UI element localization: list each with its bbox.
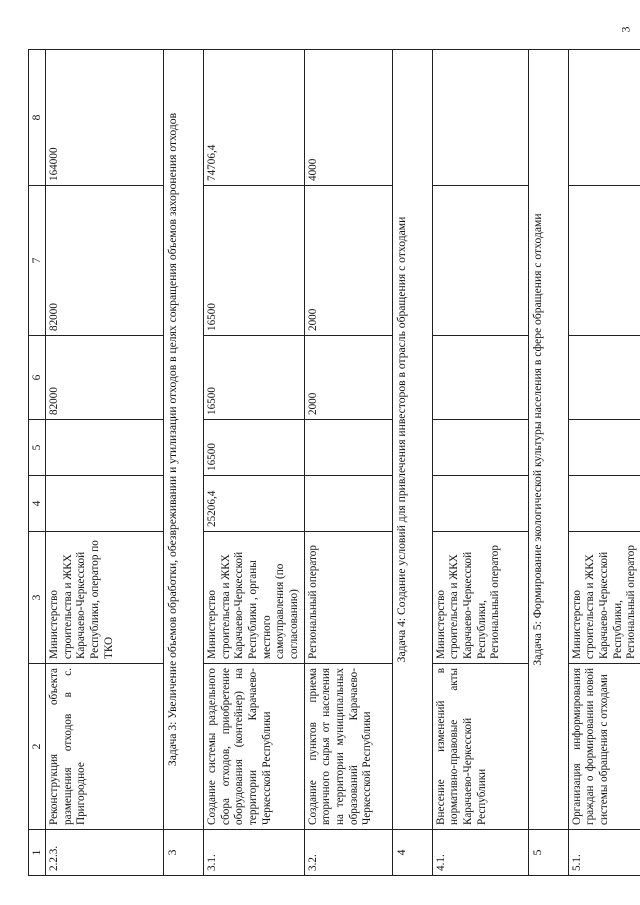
item-number: 4.1. bbox=[432, 830, 528, 876]
value-cell bbox=[46, 476, 164, 532]
value-cell bbox=[304, 476, 392, 532]
value-cell: 16500 bbox=[204, 186, 305, 336]
value-cell: 164000 bbox=[46, 50, 164, 186]
value-cell: 82000 bbox=[46, 186, 164, 336]
rotated-page bbox=[28, 50, 638, 876]
task-number: 4 bbox=[392, 830, 432, 876]
value-cell: 4000 bbox=[304, 50, 392, 186]
activity-name: Внесение изменений в нормативно-правовые акты Карачаево-Черкесской Республики bbox=[432, 664, 528, 830]
task-row bbox=[164, 50, 204, 876]
page-number: 3 bbox=[618, 26, 633, 33]
task-title: Задача 5: Формирование экологической культуры населения в сфере обращения с отходами bbox=[528, 50, 568, 830]
executor: Министерство строительства и ЖКХ Карачаево-Черкесской Республики , органы местного самоуправления (по согласованию) bbox=[204, 532, 305, 664]
value-cell bbox=[304, 420, 392, 476]
value-cell: 2000 bbox=[304, 186, 392, 336]
value-cell bbox=[432, 336, 528, 420]
table-body bbox=[29, 50, 640, 876]
activity-name: Создание пунктов приема вторичного сырья от населения на территории муниципальных образований Карачаево-Черкесской Республики bbox=[304, 664, 392, 830]
header-cell: 5 bbox=[29, 420, 46, 476]
task-row bbox=[392, 50, 432, 876]
header-cell: 8 bbox=[29, 50, 46, 186]
executor: Министерство строительства и ЖКХ Карачаево-Черкесской Республики, оператор по ТКО bbox=[46, 532, 164, 664]
value-cell bbox=[432, 186, 528, 336]
table-row bbox=[568, 50, 640, 876]
value-cell: 16500 bbox=[204, 420, 305, 476]
task-number: 3 bbox=[164, 830, 204, 876]
value-cell: 2000 bbox=[304, 336, 392, 420]
executor: Министерство строительства и ЖКХ Карачаево-Черкесской Республики, Региональный оператор bbox=[568, 532, 640, 664]
value-cell: 16500 bbox=[204, 336, 305, 420]
header-cell: 1 bbox=[29, 830, 46, 876]
header-cell: 2 bbox=[29, 664, 46, 830]
value-cell: 25206,4 bbox=[204, 476, 305, 532]
value-cell bbox=[568, 186, 640, 336]
value-cell bbox=[568, 336, 640, 420]
item-number: 3.1. bbox=[204, 830, 305, 876]
header-cell: 7 bbox=[29, 186, 46, 336]
value-cell: 82000 bbox=[46, 336, 164, 420]
value-cell: 74706,4 bbox=[204, 50, 305, 186]
activity-name: Организация информирования граждан о формировании новой системы обращения с отходами bbox=[568, 664, 640, 830]
value-cell bbox=[568, 50, 640, 186]
value-cell bbox=[432, 420, 528, 476]
program-table bbox=[28, 49, 640, 876]
table-row bbox=[46, 50, 164, 876]
table-row bbox=[304, 50, 392, 876]
task-title: Задача 3: Увеличение объемов обработки, обезвреживании и утилизации отходов в целях сокращения объемов захоронения отходов bbox=[164, 50, 204, 830]
value-cell bbox=[568, 476, 640, 532]
executor: Министерство строительства и ЖКХ Карачаево-Черкесской Республики, Региональный оператор bbox=[432, 532, 528, 664]
executor: Региональный оператор bbox=[304, 532, 392, 664]
value-cell bbox=[432, 476, 528, 532]
value-cell bbox=[432, 50, 528, 186]
activity-name: Создание системы раздельного сбора отходов, приобретение оборудования (контейнер) на территории Карачаево-Черкесской Республики bbox=[204, 664, 305, 830]
activity-name: Реконструкция объекта размещения отходов в с. Пригородное bbox=[46, 664, 164, 830]
task-title: Задача 4: Создание условий для привлечения инвесторов в отрасль обращения с отходами bbox=[392, 50, 432, 830]
header-cell: 3 bbox=[29, 532, 46, 664]
item-number: 2.2.3. bbox=[46, 830, 164, 876]
table-row bbox=[432, 50, 528, 876]
value-cell bbox=[568, 420, 640, 476]
header-cell: 4 bbox=[29, 476, 46, 532]
header-row bbox=[29, 50, 46, 876]
item-number: 5.1. bbox=[568, 830, 640, 876]
value-cell bbox=[46, 420, 164, 476]
task-row bbox=[528, 50, 568, 876]
table-row bbox=[204, 50, 305, 876]
item-number: 3.2. bbox=[304, 830, 392, 876]
task-number: 5 bbox=[528, 830, 568, 876]
header-cell: 6 bbox=[29, 336, 46, 420]
